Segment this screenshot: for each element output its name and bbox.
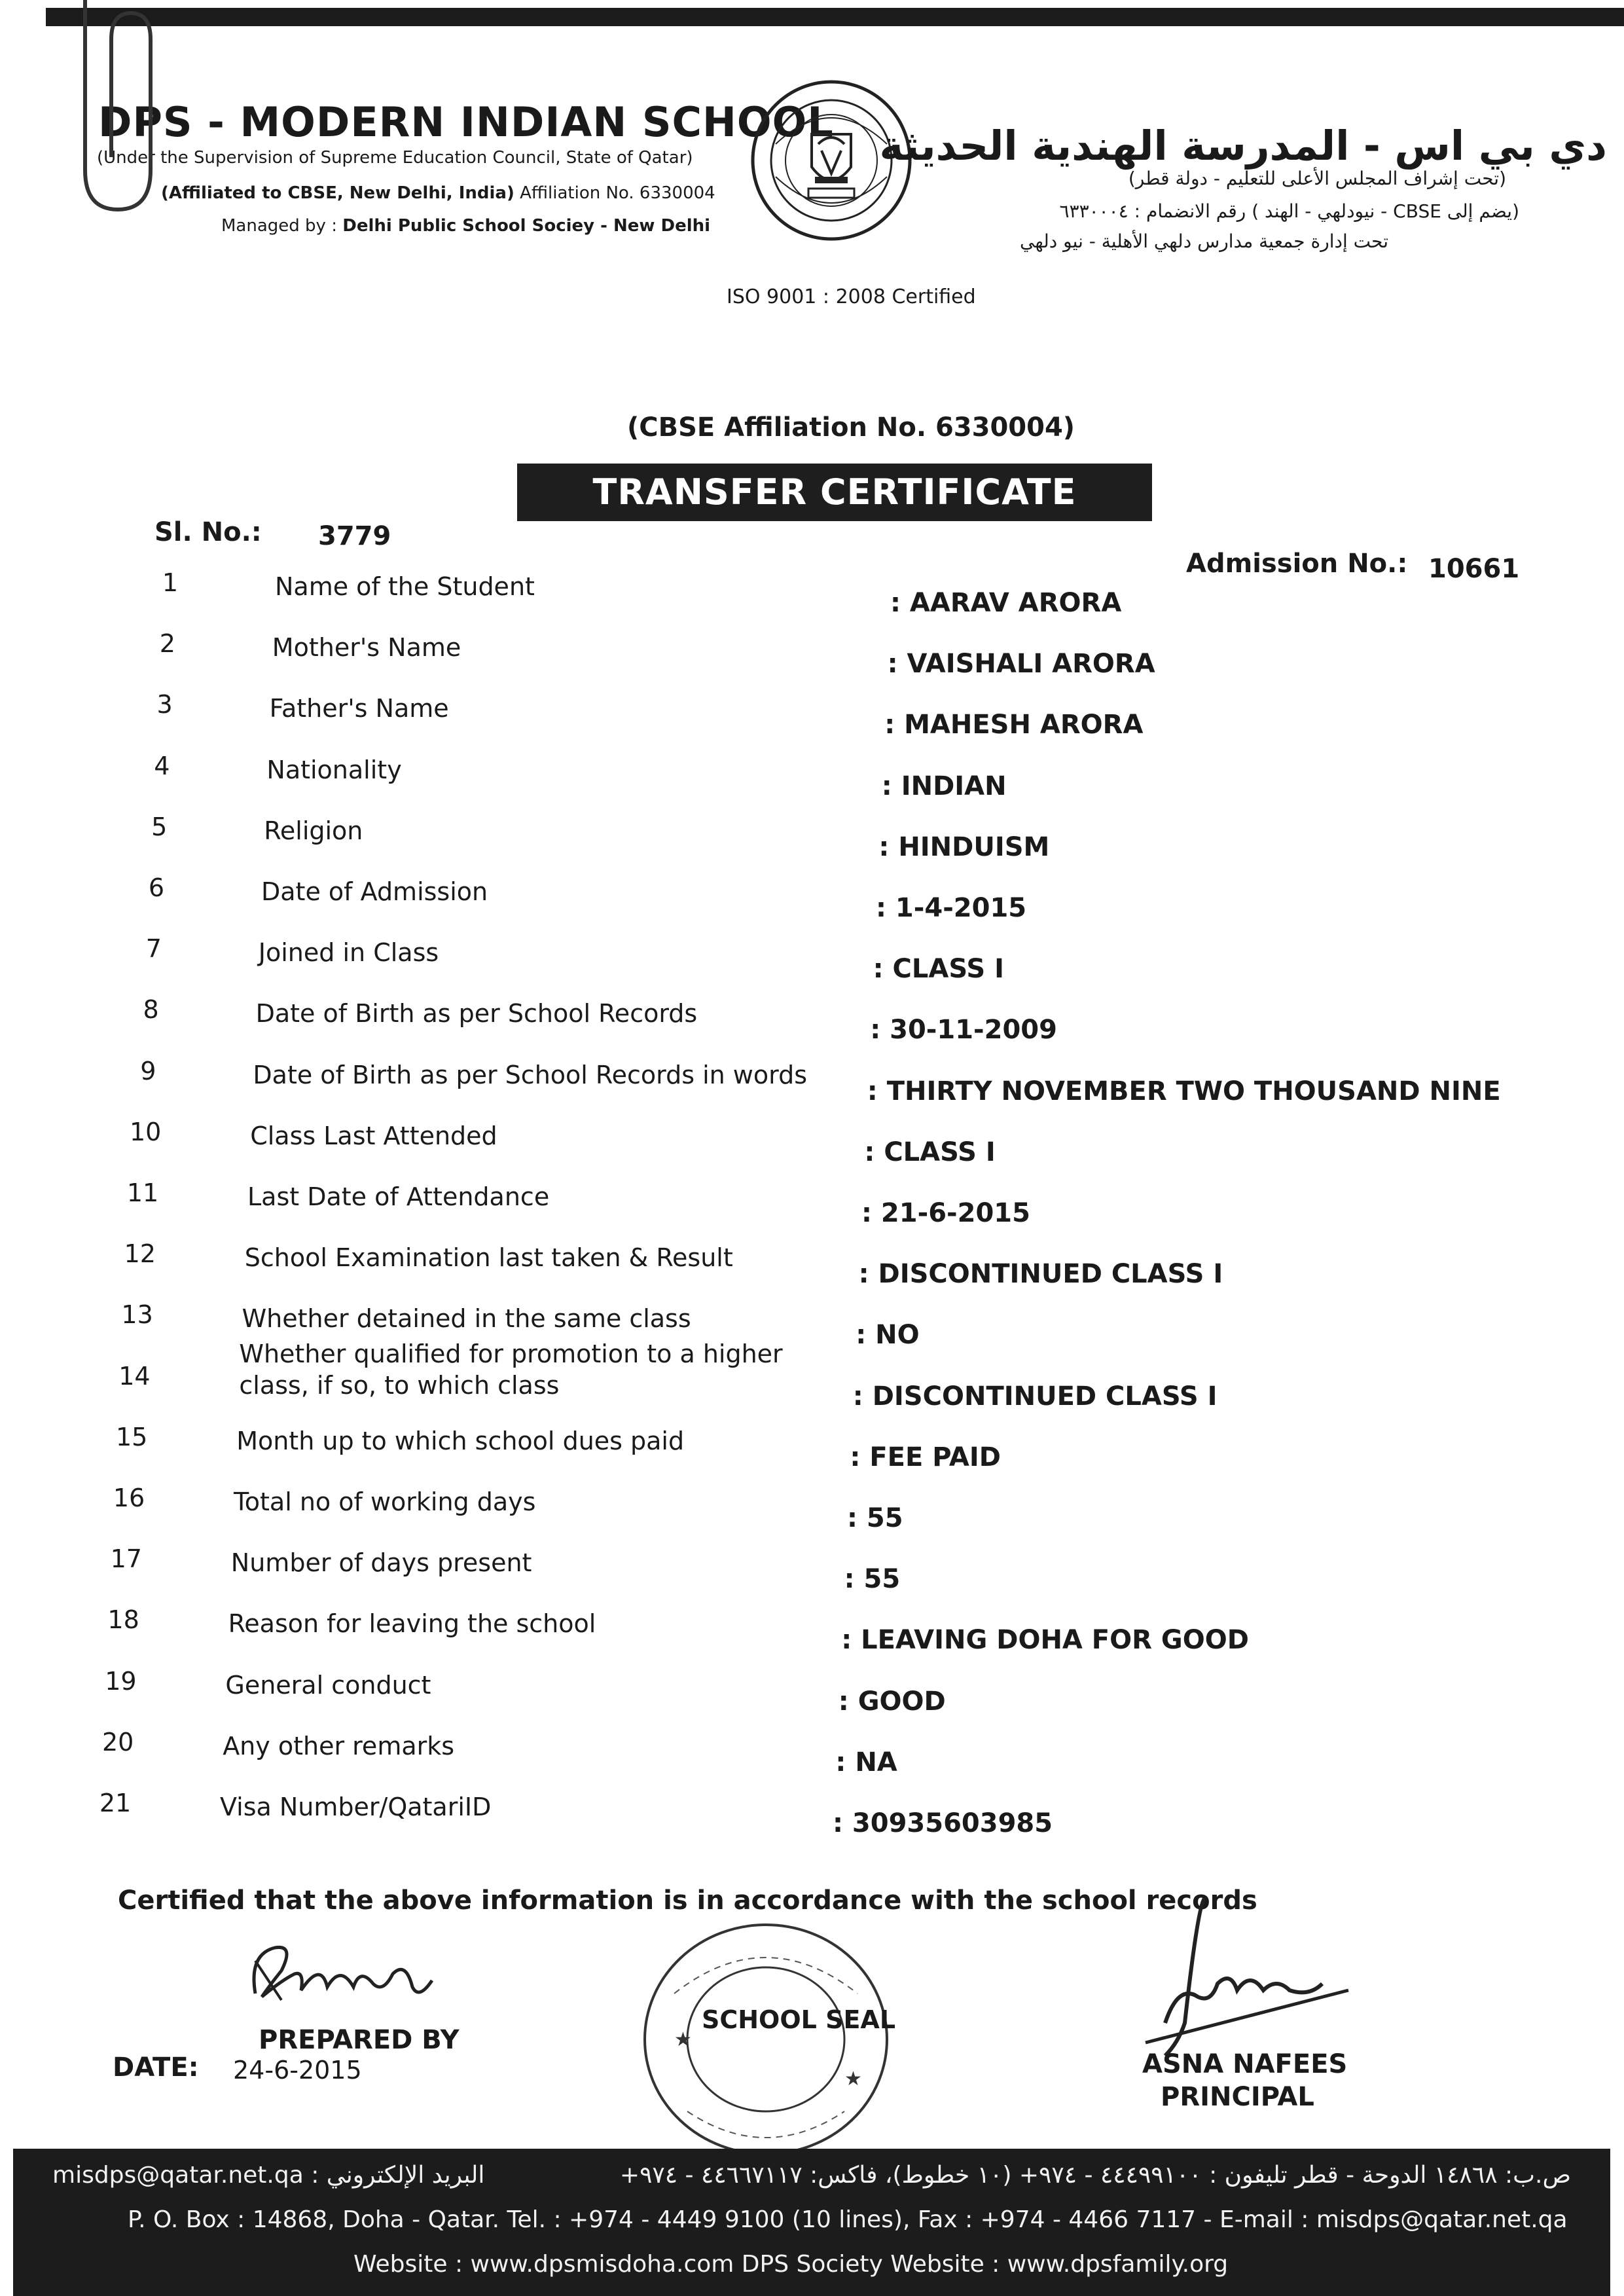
- field-number: 12: [124, 1239, 156, 1269]
- field-number: 15: [116, 1422, 148, 1451]
- field-number: 1: [162, 568, 179, 597]
- field-label: Any other remarks: [223, 1731, 455, 1760]
- serial-number-value: 3779: [318, 521, 391, 551]
- field-label: School Examination last taken & Result: [244, 1243, 733, 1273]
- svg-text:★: ★: [674, 2028, 692, 2051]
- field-label: Visa Number/QatariID: [220, 1793, 492, 1821]
- school-name: DPS - MODERN INDIAN SCHOOL: [98, 98, 834, 146]
- date-label: DATE:: [113, 2052, 199, 2083]
- field-value: : GOOD: [838, 1686, 946, 1717]
- field-value: : NA: [835, 1747, 897, 1777]
- field-value: : LEAVING DOHA FOR GOOD: [841, 1625, 1249, 1656]
- field-number: 16: [113, 1484, 145, 1512]
- field-value: : 55: [847, 1503, 903, 1533]
- header-affiliated-text: (Affiliated to CBSE, New Delhi, India): [161, 183, 514, 203]
- field-number: 21: [99, 1789, 132, 1817]
- field-label: Date of Birth as per School Records: [255, 999, 698, 1029]
- field-value: : NO: [856, 1320, 920, 1351]
- field-number: 8: [143, 995, 159, 1025]
- field-value: : AARAV ARORA: [890, 588, 1122, 618]
- field-number: 2: [159, 629, 175, 659]
- contact-footer-bar: [13, 2149, 1610, 2296]
- header-affiliation-number: Affiliation No. 6330004: [514, 183, 715, 203]
- field-label: Reason for leaving the school: [228, 1609, 596, 1639]
- field-number: 20: [102, 1727, 134, 1757]
- school-seal-text: SCHOOL SEAL: [702, 2005, 896, 2034]
- certificate-title: TRANSFER CERTIFICATE: [517, 464, 1152, 521]
- prepared-by-label: PREPARED BY: [259, 2025, 460, 2055]
- field-value: : HINDUISM: [878, 831, 1050, 862]
- preparer-signature-icon: [242, 1935, 452, 2013]
- field-label: Name of the Student: [275, 572, 535, 601]
- field-value: : DISCONTINUED CLASS I: [852, 1381, 1218, 1412]
- top-border: [46, 8, 1624, 26]
- field-value: : VAISHALI ARORA: [887, 649, 1155, 680]
- principal-signature-icon: [1139, 1892, 1362, 2062]
- field-label: Date of Admission: [261, 877, 488, 906]
- field-value: : INDIAN: [881, 771, 1007, 801]
- field-number: 19: [105, 1666, 137, 1696]
- field-number: 6: [148, 873, 165, 902]
- field-label: Last Date of Attendance: [247, 1182, 550, 1211]
- field-value: : 30-11-2009: [870, 1015, 1057, 1046]
- field-value: : THIRTY NOVEMBER TWO THOUSAND NINE: [867, 1076, 1501, 1106]
- field-number: 14: [118, 1361, 151, 1391]
- iso-certification: ISO 9001 : 2008 Certified: [727, 285, 976, 308]
- admission-number-value: 10661: [1428, 554, 1520, 584]
- serial-number-label: Sl. No.:: [154, 517, 262, 547]
- arabic-school-name: دي بي اس - المدرسة الهندية الحديثة: [879, 122, 1607, 170]
- field-number: 18: [107, 1605, 139, 1635]
- field-number: 4: [154, 751, 170, 780]
- cbse-affiliation: (CBSE Affiliation No. 6330004): [627, 412, 1075, 443]
- header-managed-label: Managed by :: [221, 216, 343, 236]
- principal-name: ASNA NAFEES: [1142, 2049, 1348, 2079]
- field-number: 3: [156, 690, 173, 720]
- field-label: Number of days present: [230, 1548, 532, 1578]
- field-number: 10: [130, 1117, 162, 1146]
- field-number: 7: [145, 934, 162, 964]
- field-label: Whether qualified for promotion to a higher class, if so, to which class: [239, 1339, 783, 1400]
- field-value: : DISCONTINUED CLASS I: [858, 1259, 1223, 1290]
- field-label: Month up to which school dues paid: [236, 1426, 685, 1455]
- field-number: 5: [151, 812, 168, 841]
- arabic-affiliation-line: (يضم إلى CBSE - نيودلهي - الهند ) رقم الانضمام : ٦٣٣٠٠٠٤: [1059, 200, 1519, 222]
- field-value: : 55: [844, 1564, 901, 1595]
- field-number: 13: [121, 1300, 153, 1330]
- admission-number-label: Admission No.:: [1186, 549, 1408, 579]
- field-label: Total no of working days: [234, 1487, 536, 1516]
- svg-text:★: ★: [844, 2068, 862, 2090]
- arabic-managed-line: تحت إدارة جمعية مدارس دلهي الأهلية - نيو دلهي: [1020, 230, 1388, 252]
- footer-arabic-address: ص.ب: ١٤٨٦٨ الدوحة - قطر تليفون : ٤٤٤٩٩١٠٠ - ٩٧٤+ (١٠ خطوط)، فاكس: ٤٤٦٦٧١١٧ - ٩٧٤+: [619, 2162, 1571, 2189]
- field-value: : 30935603985: [833, 1808, 1053, 1838]
- footer-email: misdps@qatar.net.qa : البريد الإلكتروني: [52, 2162, 485, 2189]
- footer-websites: Website : www.dpsmisdoha.com DPS Society Website : www.dpsfamily.org: [353, 2251, 1229, 2278]
- field-label: Mother's Name: [272, 633, 461, 663]
- field-number: 9: [140, 1056, 156, 1085]
- header-managed-by: Delhi Public School Sociey - New Delhi: [342, 216, 711, 236]
- footer-address: P. O. Box : 14868, Doha - Qatar. Tel. : +974 - 4449 9100 (10 lines), Fax : +974 - 4466 7117 - E-mail : misdps@qatar.net.qa: [128, 2206, 1568, 2233]
- field-value: : 21-6-2015: [861, 1198, 1030, 1228]
- header-managed-line: [221, 216, 710, 236]
- field-label: Father's Name: [269, 694, 449, 723]
- field-label: General conduct: [225, 1670, 431, 1700]
- certification-statement: Certified that the above information is in accordance with the school records: [118, 1886, 1257, 1916]
- field-label: Religion: [264, 816, 363, 845]
- field-label: Whether detained in the same class: [242, 1304, 691, 1334]
- field-label: Nationality: [266, 755, 402, 784]
- field-value: : CLASS I: [864, 1137, 996, 1167]
- header-supervision-line: (Under the Supervision of Supreme Education Council, State of Qatar): [97, 148, 693, 168]
- field-value: : FEE PAID: [850, 1442, 1001, 1472]
- field-value: : 1-4-2015: [876, 893, 1027, 923]
- field-number: 17: [110, 1544, 142, 1574]
- school-seal-icon: [635, 1915, 897, 2164]
- date-value: 24-6-2015: [233, 2056, 362, 2085]
- field-label: Date of Birth as per School Records in words: [253, 1060, 808, 1089]
- field-label: Joined in Class: [258, 938, 439, 968]
- arabic-supervision-line: (تحت إشراف المجلس الأعلى للتعليم - دولة قطر): [1128, 168, 1506, 189]
- field-value: : MAHESH ARORA: [884, 710, 1144, 740]
- header-affiliation-line: [161, 183, 715, 203]
- principal-title: PRINCIPAL: [1161, 2082, 1314, 2112]
- field-value: : CLASS I: [873, 954, 1004, 985]
- field-number: 11: [126, 1178, 159, 1207]
- paper-clip-icon: [72, 0, 177, 223]
- field-label: Class Last Attended: [250, 1121, 497, 1150]
